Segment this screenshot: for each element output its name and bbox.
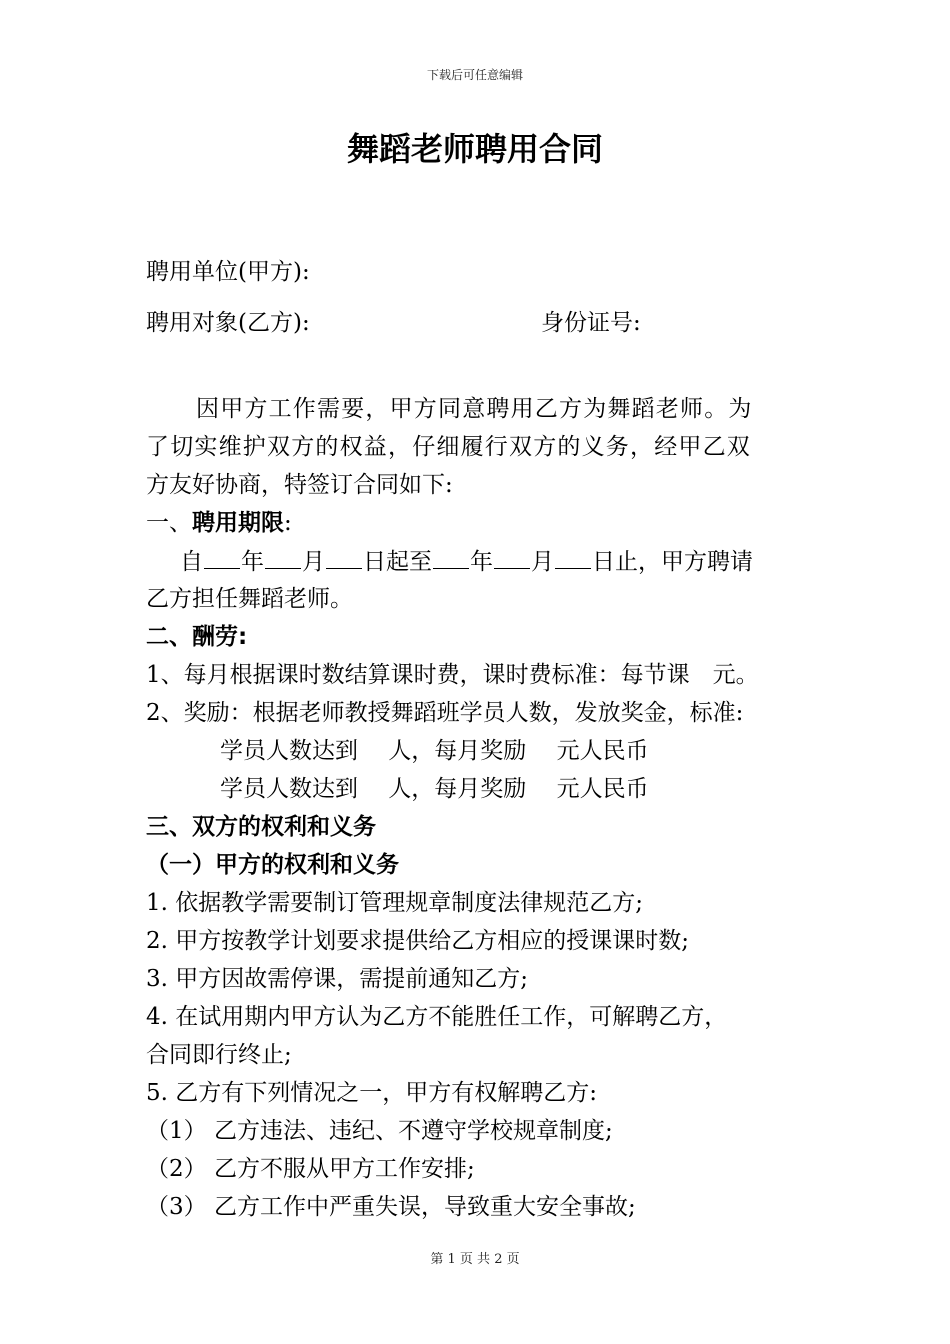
section-1-prefix: 一、: [146, 510, 192, 536]
dismissal-case-1: （1） 乙方违法、违纪、不遵守学校规章制度;: [146, 1118, 613, 1144]
intro-line-3: 方友好协商，特签订合同如下:: [146, 472, 453, 498]
section-2-heading: 二、酬劳:: [146, 624, 248, 650]
term-year-1: 年: [241, 549, 264, 575]
id-number-label: 身份证号:: [541, 310, 641, 336]
term-day-2: 日止，甲方聘请: [592, 549, 753, 575]
document-title: 舞蹈老师聘用合同: [346, 130, 603, 168]
section-3-heading: 三、双方的权利和义务: [146, 814, 376, 840]
page-footer: 第 1 页 共 2 页: [430, 1252, 520, 1267]
section-1-suffix: :: [284, 510, 292, 536]
section-3-sub-1: （一）甲方的权利和义务: [146, 852, 399, 878]
header-note: 下载后可任意编辑: [426, 68, 523, 82]
term-line-2: 乙方担任舞蹈老师。: [146, 586, 353, 612]
section-2-item-2: 2、奖励：根据老师教授舞蹈班学员人数，发放奖金，标准:: [146, 700, 744, 726]
start-month-blank: [265, 546, 301, 569]
term-line: [180, 546, 753, 577]
employer-line: 聘用单位(甲方):: [146, 259, 310, 285]
term-year-2: 年: [470, 549, 493, 575]
dismissal-case-3: （3） 乙方工作中严重失误，导致重大安全事故;: [146, 1194, 636, 1220]
term-from: 自: [180, 549, 203, 575]
term-month-2: 月: [531, 549, 554, 575]
section-1-heading: [146, 508, 292, 538]
dismissal-case-2: （2） 乙方不服从甲方工作安排;: [146, 1156, 475, 1182]
employee-line: 聘用对象(乙方):: [146, 310, 310, 336]
end-year-blank: [433, 546, 469, 569]
term-month-1: 月: [302, 549, 325, 575]
duty-item-1: 1. 依据教学需要制订管理规章制度法律规范乙方;: [146, 890, 644, 916]
duty-item-4-cont: 合同即行终止;: [146, 1042, 292, 1068]
section-2-item-1: 1、每月根据课时数结算课时费，课时费标准：每节课 元。: [146, 662, 759, 688]
duty-item-3: 3. 甲方因故需停课，需提前通知乙方;: [146, 966, 529, 992]
end-day-blank: [555, 546, 591, 569]
section-1-title: 聘用期限: [192, 510, 284, 536]
intro-line-1: 因甲方工作需要，甲方同意聘用乙方为舞蹈老师。为: [196, 396, 753, 422]
start-year-blank: [204, 546, 240, 569]
term-day-1: 日起至: [363, 549, 432, 575]
start-day-blank: [326, 546, 362, 569]
duty-item-5: 5. 乙方有下列情况之一，甲方有权解聘乙方:: [146, 1080, 598, 1106]
intro-line-2: 了切实维护双方的权益，仔细履行双方的义务，经甲乙双: [146, 434, 751, 460]
duty-item-2: 2. 甲方按教学计划要求提供给乙方相应的授课课时数;: [146, 928, 690, 954]
reward-tier-2: 学员人数达到 人，每月奖励 元人民币: [220, 776, 649, 802]
duty-item-4: 4. 在试用期内甲方认为乙方不能胜任工作，可解聘乙方，: [146, 1004, 728, 1030]
end-month-blank: [494, 546, 530, 569]
reward-tier-1: 学员人数达到 人，每月奖励 元人民币: [220, 738, 649, 764]
